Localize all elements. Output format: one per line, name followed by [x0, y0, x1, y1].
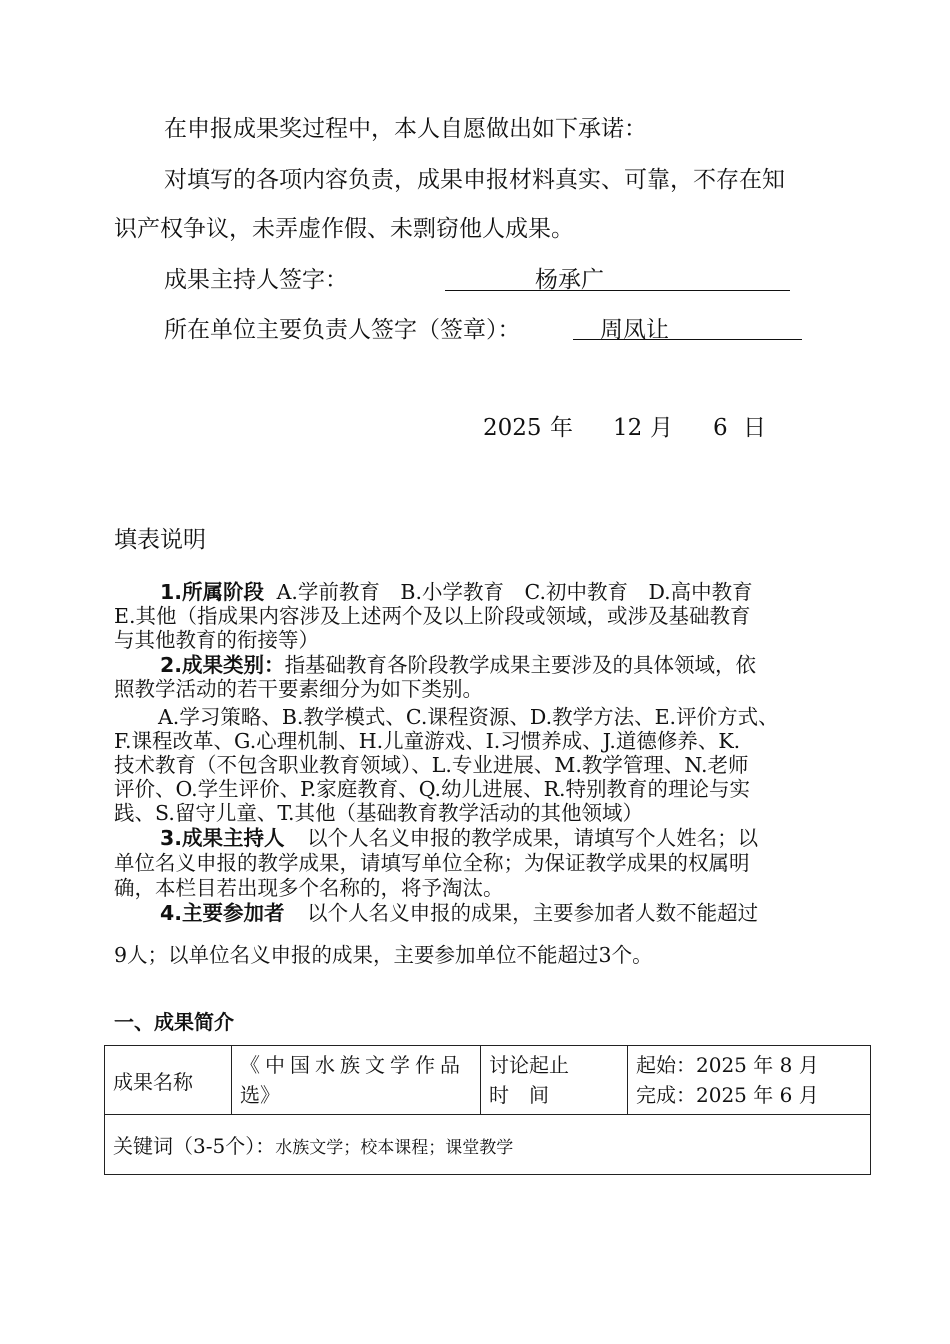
keywords-cell [105, 1115, 871, 1175]
instruction-item-4-text: 以个人名义申报的成果，主要参加者人数不能超过 [307, 901, 759, 925]
instruction-item-2-text: 指基础教育各阶段教学成果主要涉及的具体领域，依 [284, 653, 757, 677]
result-name-value-line-2: 选》 [240, 1083, 280, 1107]
instruction-item-2-line-5: 技术教育（不包含职业教育领域）、L.专业进展、M.教学管理、N.老师 [114, 753, 749, 777]
commitment-line-1: 对填写的各项内容负责，成果申报材料真实、可靠，不存在知 [164, 167, 785, 193]
date-month: 12 [613, 415, 643, 441]
instructions-title: 填表说明 [114, 527, 206, 553]
host-signature-label: 成果主持人签字： [164, 267, 348, 293]
date-month-unit: 月 [650, 415, 673, 441]
result-name-label: 成果名称 [105, 1046, 232, 1115]
table-row [105, 1115, 871, 1175]
instruction-item-1 [160, 580, 753, 604]
result-name-value-line-1: 《中国水族文学作品 [240, 1053, 465, 1077]
result-summary-table [104, 1045, 871, 1175]
section-heading: 一、成果简介 [114, 1010, 234, 1034]
date-year: 2025 [483, 415, 542, 441]
instruction-item-3 [160, 826, 758, 850]
instruction-item-2-line-4: F.课程改革、G.心理机制、H.儿童游戏、I.习惯养成、J.道德修养、K. [114, 729, 741, 753]
keywords-value: 水族文学；校本课程；课堂教学 [275, 1138, 514, 1158]
instruction-item-4 [160, 901, 758, 925]
instruction-item-2 [160, 653, 756, 677]
instruction-item-2-line-7: 践、S.留守儿童、T.其他（基础教育教学活动的其他领域） [114, 801, 644, 825]
instruction-item-3-label: 3.成果主持人 [160, 826, 285, 850]
instruction-item-2-line-6: 评价、O.学生评价、P.家庭教育、Q.幼儿进展、R.特别教育的理论与实 [114, 777, 751, 801]
date-day-unit: 日 [743, 415, 766, 441]
instruction-item-1-line-3: 与其他教育的衔接等） [114, 628, 319, 652]
instruction-item-4-label: 4.主要参加者 [160, 901, 285, 925]
period-value [628, 1046, 871, 1115]
keywords-label: 关键词（3-5个）： [113, 1134, 276, 1158]
date-year-unit: 年 [550, 415, 573, 441]
instruction-item-3-text: 以个人名义申报的教学成果，请填写个人姓名；以 [307, 826, 759, 850]
instruction-item-1-label: 1.所属阶段 [160, 580, 265, 604]
instruction-item-2-line-2: 照教学活动的若干要素细分为如下类别。 [114, 677, 483, 701]
period-label-line-2: 时 间 [489, 1083, 549, 1107]
instruction-item-1-line-2: E.其他（指成果内容涉及上述两个及以上阶段或领域，或涉及基础教育 [114, 604, 751, 628]
table-row [105, 1046, 871, 1115]
period-start: 起始：2025 年 8 月 [636, 1053, 819, 1077]
period-end: 完成：2025 年 6 月 [636, 1083, 819, 1107]
host-signature-name: 杨承广 [535, 267, 604, 293]
instruction-item-1-text: A.学前教育 B.小学教育 C.初中教育 D.高中教育 [276, 580, 753, 604]
host-signature-line [445, 290, 790, 291]
instruction-item-2-line-3: A.学习策略、B.教学模式、C.课程资源、D.教学方法、E.评价方式、 [158, 705, 779, 729]
result-name-value [232, 1046, 481, 1115]
period-label [481, 1046, 628, 1115]
date-day: 6 [713, 415, 728, 441]
unit-signature-name: 周凤让 [600, 317, 669, 343]
unit-signature-label: 所在单位主要负责人签字（签章）： [164, 317, 521, 343]
instruction-item-2-label: 2.成果类别： [160, 653, 285, 677]
period-label-line-1: 讨论起止 [489, 1053, 569, 1077]
instruction-item-3-line-3: 确，本栏目若出现多个名称的，将予淘汰。 [114, 876, 504, 900]
instruction-item-4-line-2: 9人；以单位名义申报的成果，主要参加单位不能超过3个。 [114, 943, 653, 967]
commitment-intro: 在申报成果奖过程中，本人自愿做出如下承诺： [164, 116, 647, 142]
instruction-item-3-line-2: 单位名义申报的教学成果，请填写单位全称；为保证教学成果的权属明 [114, 851, 750, 875]
commitment-line-2: 识产权争议，未弄虚作假、未剽窃他人成果。 [114, 216, 574, 242]
